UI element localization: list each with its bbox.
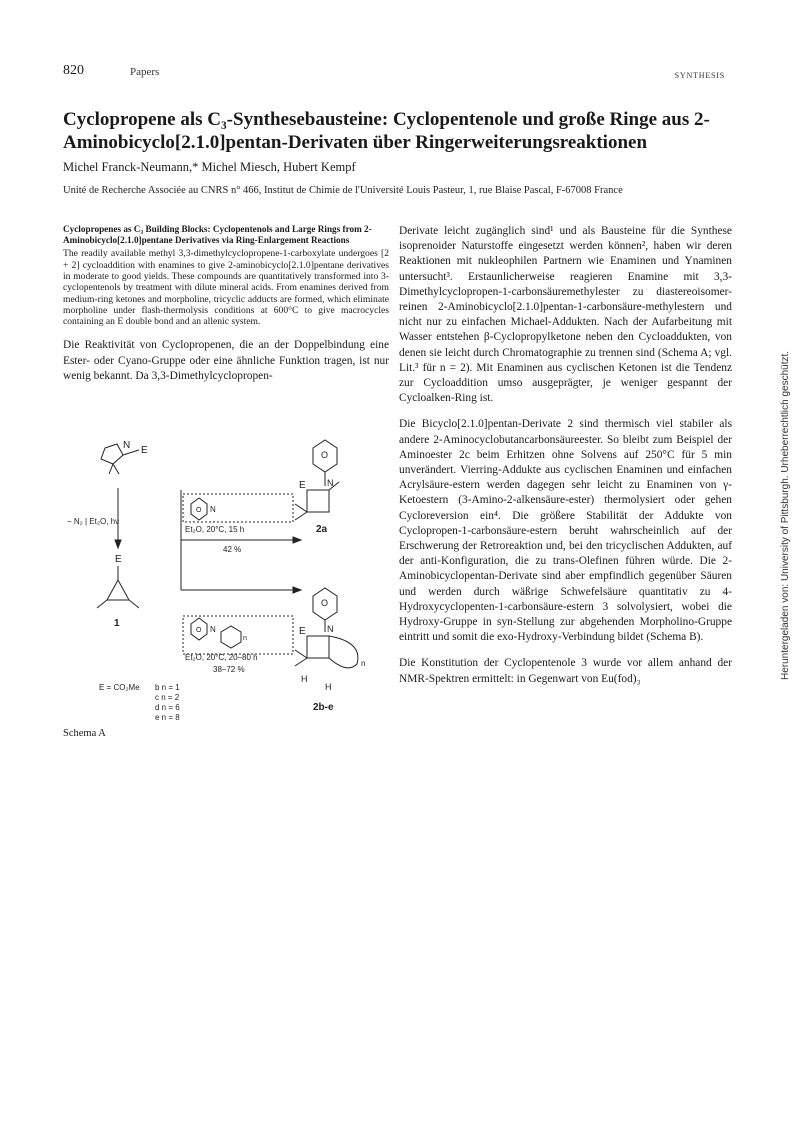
ring-size-n-product: n [361,659,366,668]
label-e-cyclopropene: E [115,554,122,565]
download-watermark [766,350,791,680]
enamine-o-bottom: O [196,627,202,634]
scheme-a-figure [63,428,389,738]
paragraph-3: Die Konstitution der Cyclopentenole 3 wurde vor allem anhand der NMR-Spektren ermittelt: in Gegenwart von Eu(fod)₃ [399,657,732,685]
compound-2be-label: 2b-e [313,702,334,713]
condition-bottom: Et₂O, 20°C, 20–80 h [185,653,258,662]
legend-d: d n = 6 [155,703,180,712]
label-o-2a: O [321,450,329,460]
scheme-caption: Schema A [63,728,106,739]
intro-paragraph: Die Reaktivität von Cyclopropenen, die an der Doppelbindung eine Ester- oder Cyano-Gruppe oder eine ähnliche Funktion tragen, ist nur wenig bekannt. Da 3,3-Dimethylcyclopropen- [63,339,389,382]
label-n-2be: N [327,624,334,634]
scheme-a-drawing [63,428,389,738]
yield-bottom: 38–72 % [213,665,245,674]
enamine-reagent-bottom [183,616,293,654]
legend-c: c n = 2 [155,693,180,702]
bicyclopentane-2be [307,636,329,658]
abstract-title: Cyclopropenes as C₃ Building Blocks: Cyclopentenols and Large Rings from 2-Aminobicyclo[2.1.0]pentane Derivatives via Ring-Enlargement Reactions [63,224,372,246]
journal-name: SYNTHESIS [674,71,725,80]
ring-size-n-reagent: n [243,635,247,642]
compound-1-label: 1 [114,618,120,629]
enamine-o-top: O [196,507,202,514]
legend-e: E = CO₂Me [99,683,140,692]
left-column [63,224,389,384]
pyrazoline-ring [101,444,123,464]
label-n-2a: N [327,478,334,488]
article-title: Cyclopropene als C₃-Synthesebausteine: Cyclopentenole und große Ringe aus 2-Aminobicyclo[2.1.0]pentan-Derivaten über Ringerweiterungsreaktionen [63,109,710,153]
cyclopropene-ring [107,580,129,600]
label-h-left: H [301,674,308,684]
enamine-n-top: N [210,505,216,514]
label-o-2be: O [321,598,329,608]
compound-2a-label: 2a [316,524,328,535]
label-h-right: H [325,682,332,692]
paragraph-1: Derivate leicht zugänglich sind¹ und als Bausteine für die Synthese isoprenoider Naturstoffe eingesetzt werden können², haben wir deren Reaktionen mit nukleophilen Partnern wie Enaminen und Ynaminen untersucht³. Erstaunlicherweise reagieren Enamine mit 3,3-Dimethylcyclopropen-1-carbonsäuremethylester zu diastereoisomer-reinen 2-Aminobicyclo[2.1.0]pentan-1-carbonsäure-methylestern und nicht nur zu einfachen Michael-Addukten. Nach der Aufarbeitung mit Wasser entstehen β-Cyclopropylketone neben den Cycloaddukten, von denen sie leicht durch Chromatographie zu trennen sind (Schema A; vgl. Lit.³ für n = 2). Mit Enaminen aus cyclischen Ketonen ist die Tendenz zur Cycloaddition umso ausgeprägter, je weniger gespannt der Cycloalken-Ring ist. [399,225,732,405]
enamine-n-bottom: N [210,625,216,634]
label-e-pyrazoline: E [141,445,148,456]
label-n-pyrazoline: N [123,440,131,451]
medium-ring [329,636,358,668]
authors: Michel Franck-Neumann,* Michel Miesch, Hubert Kempf [63,160,356,174]
bicyclopentane-2a [307,490,329,512]
right-column [399,224,732,687]
download-watermark-text: Heruntergeladen von: University of Pittsburgh. Urheberrechtlich geschützt. [780,350,791,680]
condition-top: Et₂O, 20°C, 15 h [185,525,245,534]
cycloalkene-ring [221,626,241,648]
affiliation: Unité de Recherche Associée au CNRS n° 466, Institut de Chimie de l'Université Louis Pasteur, 1, rue Blaise Pascal, F-67008 France [63,185,623,196]
section-label: Papers [130,66,160,78]
label-e-2be: E [299,626,306,637]
paragraph-2: Die Bicyclo[2.1.0]pentan-Derivate 2 sind thermisch viel stabiler als andere 2-Aminocyclobutancarbonsäureester. So bleibt zum Beispiel der Aminoester 2c beim Erhitzen ohne Solvens auf 250°C für 5 min unverändert. Vierring-Addukte aus cyclischen Enaminen und einfachen Acrylsäure-estern werden dagegen sehr leicht zu Enaminen von γ-Ketoestern (3-Amino-2-alkensäure-ester) thermolysiert oder gehen Cycloreversion ein⁴. Die größere Stabilität der Addukte von Cyclopropen-1-carbonsäure-estern beruht wahrscheinlich auf der Erschwerung der Retroreaktion und, bei den tricyclischen Addukten, auf der anti-Konfiguration, die zu trans-Olefinen führen würde. Die 2-Aminobicyclopentan-Derivate sind aber empfindlich gegenüber Säuren und werden durch wäßrige Schwefelsäure quantitativ zu 4-Hydroxycyclopenten-1-carbonsäure-estern 3 solvolysiert, wobei die Hydroxy-Gruppe in syn-Stellung zur abgehenden Morpholino-Gruppe eintritt und somit die exo-Hydroxy-Verbindung bildet (Schema B). [399,418,732,644]
yield-top: 42 % [223,545,242,554]
abstract-text: The readily available methyl 3,3-dimethylcyclopropene-1-carboxylate undergoes [2 + 2] cycloaddition with enamines to give 2-aminobicyclo[2.1.0]pentane derivatives in moderate to good yields. These compounds are quantitatively transformed into 3-cyclopentenols by treatment with dilute mineral acids. From enamines derived from medium-ring ketones and morpholine, tricyclic adducts are formed, which eliminate morpholine under flash-thermolysis conditions at 600°C to give macrocycles containing an E double bond and an allenic system. [63,248,389,328]
condition-photolysis: − N₂ | Et₂O, hν [67,517,120,526]
page-number: 820 [63,63,84,78]
label-e-2a: E [299,480,306,491]
legend-e-series: e n = 8 [155,713,180,722]
legend-b: b n = 1 [155,683,180,692]
